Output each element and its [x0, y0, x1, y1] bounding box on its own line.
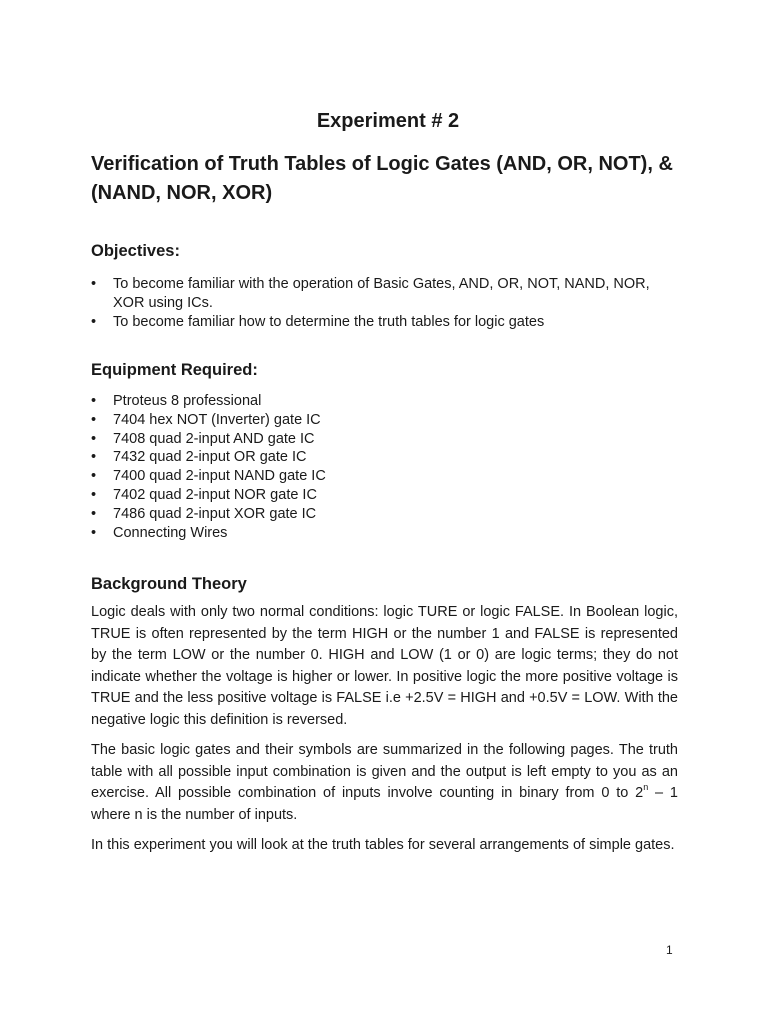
list-item: • To become familiar with the operation of Basic Gates, AND, OR, NOT, NAND, NOR, XOR using ICs.: [91, 275, 681, 313]
list-item: • 7402 quad 2-input NOR gate IC: [91, 486, 681, 505]
background-paragraph: Logic deals with only two normal conditions: logic TURE or logic FALSE. In Boolean logic, TRUE is often represented by the term HIGH or the number 1 and FALSE is represented by the term LOW or the number 0. HIGH and LOW (1 or 0) are logic terms; they do not indicate whether the voltage is higher or lower. In positive logic the more positive voltage is TRUE and the less positive voltage is FALSE i.e +2.5V = HIGH and +0.5V = LOW. With the negative logic this definition is reversed.: [91, 604, 678, 728]
list-item: • 7400 quad 2-input NAND gate IC: [91, 467, 681, 486]
background-paragraph: In this experiment you will look at the truth tables for several arrangements of simple gates.: [91, 837, 675, 853]
list-item: • 7408 quad 2-input AND gate IC: [91, 430, 681, 449]
main-title: Verification of Truth Tables of Logic Gates (AND, OR, NOT), & (NAND, NOR, XOR): [91, 153, 673, 204]
paragraph-text: – 1 where n is the number of inputs.: [91, 785, 678, 823]
page-number: 1: [666, 943, 673, 957]
list-item: • 7486 quad 2-input XOR gate IC: [91, 505, 681, 524]
exponent: n: [643, 782, 649, 793]
equipment-list: [91, 392, 681, 542]
equipment-heading: Equipment Required:: [91, 361, 258, 379]
list-item: • Ptroteus 8 professional: [91, 392, 681, 411]
paragraph-text: The basic logic gates and their symbols are summarized in the following pages. The truth table with all possible input combination is given and the output is left empty to you as an exercise. All possible combination of inputs involve counting in binary from 0 to 2: [91, 742, 678, 802]
objectives-list: [91, 275, 681, 331]
list-item: • 7432 quad 2-input OR gate IC: [91, 448, 681, 467]
list-item: • Connecting Wires: [91, 524, 681, 543]
background-heading: Background Theory: [91, 575, 247, 593]
experiment-title: Experiment # 2: [316, 110, 460, 132]
background-paragraph: [91, 740, 678, 826]
objectives-heading: Objectives:: [91, 242, 180, 260]
list-item: • To become familiar how to determine the truth tables for logic gates: [91, 313, 681, 332]
list-item: • 7404 hex NOT (Inverter) gate IC: [91, 411, 681, 430]
